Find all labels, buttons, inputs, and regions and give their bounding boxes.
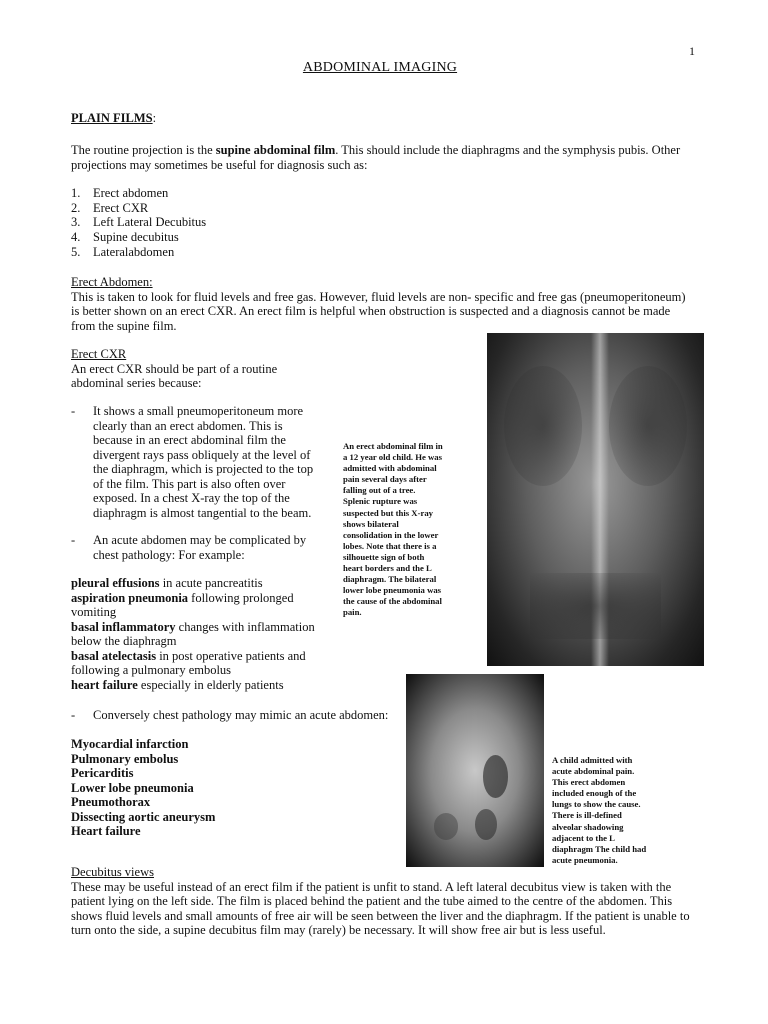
- erect-cxr-intro-2: abdominal series because:: [71, 376, 202, 390]
- mimic-item: Pneumothorax: [71, 795, 151, 809]
- decubitus-heading: Decubitus views: [71, 865, 154, 879]
- xray-2-caption: [552, 755, 682, 866]
- erect-abdomen-section: [71, 275, 721, 333]
- decubitus-line-2: patient lying on the left side. The film is placed behind the patient and the tube aimed to the centre of the abdomen. This: [71, 894, 673, 908]
- condition-name: basal atelectasis: [71, 648, 157, 663]
- conditions-list: [71, 576, 333, 692]
- bullet-3-text: Conversely chest pathology may mimic an acute abdomen:: [93, 708, 389, 722]
- plain-films-heading: [71, 111, 156, 126]
- caption-line: consolidation in the lower: [343, 529, 439, 540]
- condition-detail: changes with inflammation: [175, 619, 315, 634]
- list-item: [71, 230, 206, 245]
- plain-films-heading-text: PLAIN FILMS: [71, 111, 153, 125]
- plain-films-colon: :: [152, 111, 157, 125]
- caption-line: included enough of the: [552, 788, 637, 799]
- caption-line: suspected but this X-ray: [343, 507, 434, 518]
- bullet-2-line: An acute abdomen may be complicated by: [93, 533, 307, 547]
- caption-line: the cause of the abdominal: [343, 596, 442, 607]
- caption-line: diaphragm The child had: [552, 843, 647, 854]
- condition-item-cont: following a pulmonary embolus: [71, 663, 232, 677]
- condition-detail: in acute pancreatitis: [159, 576, 263, 590]
- bullet-1-line: diaphragm is almost tangential to the beam.: [93, 505, 312, 520]
- condition-detail: especially in elderly patients: [137, 677, 284, 692]
- mimic-item: Pericarditis: [71, 766, 134, 780]
- mimic-item: Pulmonary embolus: [71, 751, 179, 766]
- list-item-label: Supine decubitus: [93, 229, 179, 244]
- list-item-number: 1.: [71, 186, 81, 200]
- list-item-label: Erect abdomen: [93, 186, 169, 200]
- condition-name: aspiration pneumonia: [71, 590, 189, 605]
- caption-line: diaphragm. The bilateral: [343, 574, 437, 585]
- caption-line: acute pneumonia.: [552, 854, 618, 865]
- caption-line: An erect abdominal film in: [343, 441, 443, 451]
- list-item-number: 3.: [71, 215, 81, 229]
- list-item: [71, 186, 206, 201]
- plain-films-intro: [71, 143, 711, 172]
- bullet-1-line: exposed. In a chest X-ray the top of the: [93, 491, 290, 505]
- caption-line: lungs to show the cause.: [552, 799, 641, 810]
- condition-item: [71, 591, 333, 606]
- caption-line: lobes. Note that there is a: [343, 540, 437, 551]
- list-item-number: 4.: [71, 229, 81, 244]
- condition-item-cont: vomiting: [71, 605, 117, 619]
- bullet-1-line: of the film. This part is also often over: [93, 476, 286, 491]
- decubitus-line-3: shows fluid levels and small amounts of free air will be seen between the liver and the diaphragm. If the patient is unable to: [71, 908, 690, 923]
- condition-item: [71, 678, 333, 693]
- condition-item-cont: below the diaphragm: [71, 634, 177, 648]
- list-item-label: Erect CXR: [93, 200, 149, 215]
- intro-text-a: The routine projection is the: [71, 143, 216, 157]
- xray-image-2: [406, 674, 544, 867]
- intro-text-b: . This should include the diaphragms and the symphysis pubis. Other: [335, 143, 681, 157]
- condition-item: [71, 576, 333, 591]
- condition-detail: in post operative patients and: [156, 648, 306, 663]
- caption-line: heart borders and the L: [343, 563, 432, 574]
- caption-line: pain.: [343, 607, 362, 618]
- caption-line: a 12 year old child. He was: [343, 452, 443, 463]
- erect-cxr-heading: Erect CXR: [71, 347, 127, 361]
- caption-line: adjacent to the L: [552, 832, 615, 843]
- erect-abdomen-line-1: This is taken to look for fluid levels and free gas. However, fluid levels are non- specific and free gas (pneumoperitoneum): [71, 289, 686, 304]
- xray-gas-shape: [475, 809, 497, 840]
- list-item: [71, 215, 206, 230]
- caption-line: silhouette sign of both: [343, 551, 425, 562]
- erect-abdomen-heading: Erect Abdomen:: [71, 275, 153, 289]
- caption-line: alveolar shadowing: [552, 821, 624, 832]
- bullet-1-line: because in an erect abdominal film the: [93, 433, 286, 447]
- caption-line: admitted with abdominal: [343, 463, 437, 474]
- xray-lung-right-shape: [609, 366, 687, 486]
- list-item-number: 5.: [71, 245, 81, 259]
- mimic-item: Lower lobe pneumonia: [71, 780, 194, 795]
- intro-line-2: projections may sometimes be useful for diagnosis such as:: [71, 157, 368, 172]
- list-item-label: Left Lateral Decubitus: [93, 215, 207, 229]
- xray-gas-shape: [483, 755, 508, 797]
- erect-cxr-bullet-2: [71, 533, 331, 562]
- condition-name: heart failure: [71, 677, 138, 692]
- decubitus-line-1: These may be useful instead of an erect film if the patient is unfit to stand. A left lateral decubitus view is taken with the: [71, 879, 672, 894]
- bullet-2-line: chest pathology: For example:: [93, 547, 245, 562]
- decubitus-section: [71, 865, 721, 938]
- xray-1-caption: [343, 441, 473, 619]
- list-item: [71, 245, 206, 260]
- caption-line: There is ill-defined: [552, 810, 622, 821]
- erect-cxr-intro-1: An erect CXR should be part of a routine: [71, 361, 278, 376]
- bullet-2-text: [93, 533, 306, 562]
- erect-cxr-bullet-1: [71, 404, 331, 520]
- bullet-1-text: [93, 404, 313, 520]
- xray-gas-shape: [434, 813, 459, 840]
- bullet-1-line: It shows a small pneumoperitoneum more: [93, 404, 304, 418]
- caption-line: shows bilateral: [343, 518, 399, 529]
- condition-name: pleural effusions: [71, 576, 160, 590]
- intro-line-1: [71, 143, 711, 158]
- xray-lung-left-shape: [504, 366, 582, 486]
- xray-bowel-shape: [530, 573, 660, 640]
- condition-detail: following prolonged: [188, 590, 294, 605]
- erect-abdomen-line-2: is better shown on an erect CXR. An erect film is helpful when obstruction is suspected and a diagnosis cannot be made: [71, 304, 671, 318]
- condition-name: basal inflammatory: [71, 619, 176, 634]
- page-title: ABDOMINAL IMAGING: [302, 60, 458, 75]
- erect-abdomen-line-3: from the supine film.: [71, 318, 177, 333]
- mimic-item: Heart failure: [71, 824, 141, 838]
- caption-line: This erect abdomen: [552, 777, 626, 788]
- bullet-1-line: divergent rays pass obliquely at the level of: [93, 447, 311, 462]
- decubitus-line-4: turn onto the side, a supine decubitus film may (rarely) be necessary. It will show free air but is less useful.: [71, 923, 606, 937]
- bullet-dash: -: [71, 404, 76, 418]
- bullet-1-line: clearly than an erect abdomen. This is: [93, 418, 283, 433]
- bullet-dash: -: [71, 708, 76, 722]
- mimic-item: Myocardial infarction: [71, 737, 189, 751]
- list-item-number: 2.: [71, 200, 81, 215]
- intro-text-bold: supine abdominal film: [215, 143, 336, 157]
- mimics-list: [71, 737, 371, 839]
- bullet-dash: -: [71, 533, 76, 547]
- caption-line: pain several days after: [343, 474, 427, 485]
- list-item-label: Lateralabdomen: [93, 245, 175, 259]
- caption-line: falling out of a tree.: [343, 485, 416, 496]
- caption-line: acute abdominal pain.: [552, 766, 635, 777]
- condition-item: [71, 649, 333, 664]
- condition-item: [71, 620, 333, 635]
- caption-line: lower lobe pneumonia was: [343, 585, 442, 596]
- mimic-item: Dissecting aortic aneurysm: [71, 809, 216, 824]
- projections-list: [71, 186, 206, 260]
- list-item: [71, 201, 206, 216]
- caption-line: Splenic rupture was: [343, 496, 418, 507]
- xray-image-1: [487, 333, 704, 666]
- bullet-1-line: the diaphragm, which is projected to the top: [93, 462, 314, 476]
- caption-line: A child admitted with: [552, 755, 633, 765]
- erect-cxr-section: [71, 347, 341, 391]
- erect-cxr-bullet-3: [71, 708, 411, 723]
- page-number: 1: [689, 44, 695, 58]
